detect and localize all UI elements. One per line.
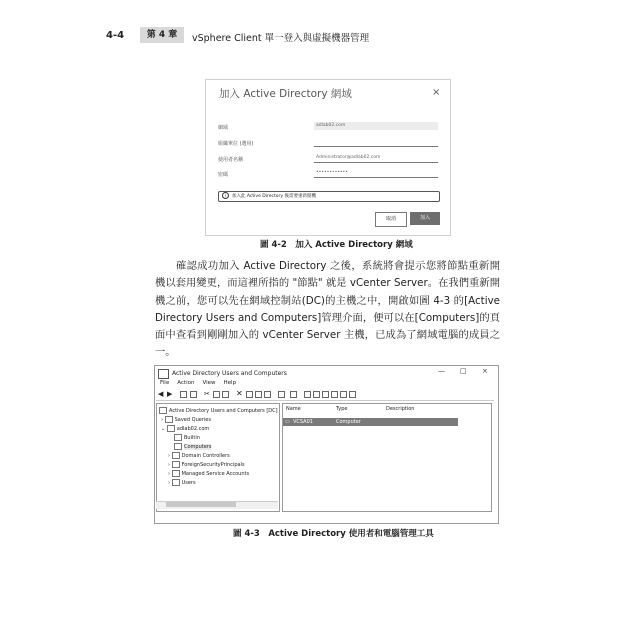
domain-label: 網域 xyxy=(218,125,229,131)
filter-icon[interactable] xyxy=(331,391,338,398)
domain-field[interactable]: adlab02.com xyxy=(314,122,438,130)
menu-file[interactable]: File xyxy=(160,380,170,386)
folder-icon xyxy=(172,479,180,486)
tree-root[interactable] xyxy=(159,407,278,414)
tree-scroll-thumb[interactable] xyxy=(166,502,236,507)
column-header-name[interactable]: Name xyxy=(286,406,301,412)
help-icon[interactable] xyxy=(278,391,285,398)
folder-icon xyxy=(172,452,180,459)
tree-computers[interactable] xyxy=(174,443,211,450)
menu-help[interactable]: Help xyxy=(223,380,237,386)
minimize-button[interactable]: — xyxy=(438,367,445,375)
body-text: 確認成功加入 Active Directory 之後，系統將會提示您將節點重新開機以套用變更，而這裡所指的 "節點" 就是 vCenter Server。在我們重新開機之前，您可以先在網域控制站(DC)的主機之中，開啟如圖 4-3 的[Active Directory Users and Computers]管理介面，便可以在[Computers]的頁面中查看到剛剛加入的 vCenter Server 主機，已成為了網域電腦的成員之一。 xyxy=(155,260,500,359)
window-close-button[interactable]: × xyxy=(482,367,488,375)
body-paragraph xyxy=(155,258,500,362)
tree-builtin[interactable] xyxy=(174,434,200,441)
username-label: 使用者名稱 xyxy=(218,157,244,163)
computer-icon: ▭ xyxy=(285,419,290,425)
page-number: 4-4 xyxy=(106,30,125,41)
username-field[interactable]: Administrator@adlab02.com xyxy=(314,154,438,163)
figure-4-2-caption: 圖 4-2 加入 Active Directory 網域 xyxy=(260,240,413,250)
app-icon xyxy=(158,369,169,379)
console-icon[interactable] xyxy=(290,391,297,398)
new-group-icon[interactable] xyxy=(313,391,320,398)
find-icon[interactable] xyxy=(340,391,347,398)
properties-icon[interactable] xyxy=(246,391,253,398)
tree-foreign-security[interactable]: › ForeignSecurityPrincipals xyxy=(168,462,245,468)
column-header-description[interactable]: Description xyxy=(386,406,415,412)
window-title: Active Directory Users and Computers xyxy=(172,370,287,377)
cut-icon[interactable]: ✂ xyxy=(204,390,210,398)
running-title: vSphere Client 單一登入與虛擬機器管理 xyxy=(192,33,370,44)
password-label: 密碼 xyxy=(218,172,229,178)
domain-icon xyxy=(167,425,175,432)
delete-icon[interactable]: ✕ xyxy=(236,389,243,398)
tree-label: Active Directory Users and Computers [DC] xyxy=(169,408,278,414)
toolbar xyxy=(156,389,494,401)
join-button[interactable]: 加入 xyxy=(410,212,440,225)
cancel-button[interactable]: 取消 xyxy=(375,212,407,227)
tree-label: Computers xyxy=(184,444,212,450)
add-to-group-icon[interactable] xyxy=(349,391,356,398)
info-icon: i xyxy=(222,192,229,199)
refresh-icon[interactable] xyxy=(255,391,262,398)
aduc-icon xyxy=(159,407,167,414)
close-icon[interactable]: × xyxy=(432,87,441,98)
menu-action[interactable]: Action xyxy=(177,380,195,386)
tree-label: Builtin xyxy=(184,435,200,441)
maximize-button[interactable]: □ xyxy=(460,367,467,375)
new-ou-icon[interactable] xyxy=(322,391,329,398)
tree-domain-controllers[interactable]: › Domain Controllers xyxy=(168,453,230,459)
info-bar xyxy=(218,191,440,202)
folder-icon xyxy=(174,434,182,441)
column-header-type[interactable]: Type xyxy=(336,406,348,412)
dialog-title: 加入 Active Directory 網域 xyxy=(219,88,352,100)
new-user-icon[interactable] xyxy=(304,391,311,398)
tree-toggle-icon[interactable] xyxy=(190,391,197,398)
folder-icon xyxy=(172,461,180,468)
copy-icon[interactable] xyxy=(213,391,220,398)
tree-users[interactable]: › Users xyxy=(168,480,196,486)
folder-icon xyxy=(174,443,182,450)
tree-label: adlab02.com xyxy=(176,426,210,432)
export-icon[interactable] xyxy=(264,391,271,398)
chapter-badge: 第 4 章 xyxy=(140,27,184,43)
row-name: VCSA01 xyxy=(293,419,313,425)
info-text: 加入此 Active Directory 後需要重新開機 xyxy=(232,194,316,199)
menu-bar xyxy=(160,380,244,386)
tree-msa[interactable]: › Managed Service Accounts xyxy=(168,471,250,477)
folder-icon xyxy=(165,416,173,423)
folder-icon xyxy=(172,470,180,477)
tree-label: Managed Service Accounts xyxy=(181,471,250,477)
tree-domain[interactable]: ⌄ adlab02.com xyxy=(161,426,210,432)
paste-icon[interactable] xyxy=(222,391,229,398)
row-type: Computer xyxy=(336,419,361,425)
back-icon[interactable]: ◀ xyxy=(158,390,164,398)
ou-field[interactable] xyxy=(314,138,438,147)
ou-label: 組織單位 (選用) xyxy=(218,141,254,147)
forward-icon[interactable]: ▶ xyxy=(167,390,173,398)
tree-label: Saved Queries xyxy=(174,417,211,423)
tree-label: Users xyxy=(181,480,196,486)
menu-view[interactable]: View xyxy=(202,380,216,386)
up-icon[interactable] xyxy=(180,391,187,398)
tree-label: Domain Controllers xyxy=(181,453,230,459)
figure-4-3-caption: 圖 4-3 Active Directory 使用者和電腦管理工具 xyxy=(233,529,434,539)
tree-saved-queries[interactable]: › Saved Queries xyxy=(161,417,211,423)
password-field[interactable]: •••••••••••• xyxy=(314,169,438,178)
tree-label: ForeignSecurityPrincipals xyxy=(181,462,245,468)
